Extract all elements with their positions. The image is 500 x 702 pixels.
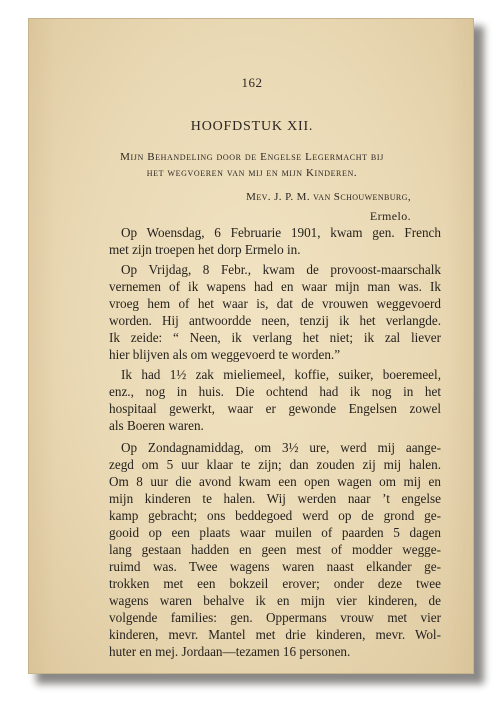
body-line: enz., nog in huis. Die ochtend had ik nog in het <box>109 384 441 399</box>
body-line: mijn kinderen te halen. Wij werden naar ’t engelse <box>109 491 441 506</box>
chapter-title: HOOFDSTUK XII. <box>190 119 314 134</box>
body-line: zegd om 5 uur klaar te zijn; dan zouden zij mij halen. <box>109 457 441 472</box>
body-line: worden. Hij antwoordde neen, tenzij ik het verlangde. <box>109 313 441 328</box>
body-line: wagens waren behalve ik en mijn vier kinderen, de <box>109 593 441 608</box>
body-line: lang gestaan hadden en geen mest of modder wegge- <box>109 542 441 557</box>
chapter-subtitle-line-1: Mijn Behandeling door de Engelse Legermacht bij <box>120 151 384 163</box>
book-page <box>28 18 474 674</box>
body-line: gooid op een plaats waar muilen of paarden 5 dagen <box>109 525 441 540</box>
author-name: Mev. J. P. M. van Schouwenburg, <box>246 191 411 203</box>
body-line: vroeg hem of het waar is, dat de vrouwen weggevoerd <box>109 296 441 311</box>
body-line: hospitaal gewerkt, waar er gewonde Engelsen zowel <box>109 401 441 416</box>
body-line: als Boeren waren. <box>109 418 204 433</box>
body-line: huter en mej. Jordaan—tezamen 16 personen. <box>109 644 351 659</box>
body-line: kinderen, mevr. Mantel met drie kinderen, mevr. Wol- <box>109 627 441 642</box>
body-line: Ik had 1½ zak mieliemeel, koffie, suiker, boeremeel, <box>121 367 441 382</box>
body-line: volgende families: gen. Oppermans vrouw met vier <box>109 610 441 625</box>
chapter-subtitle-line-2: het wegvoeren van mij en mijn Kinderen. <box>146 167 358 179</box>
body-line: Op Vrijdag, 8 Febr., kwam de provoost-maarschalk <box>121 262 441 277</box>
author-place: Ermelo. <box>369 209 411 223</box>
body-line: trokken met een bokzeil erover; onder deze twee <box>109 576 441 591</box>
body-line: Ik zeide: “ Neen, ik verlang het niet; ik zal liever <box>109 330 441 345</box>
body-line: met zijn troepen het dorp Ermelo in. <box>109 242 301 257</box>
body-line: ruimd was. Twee wagens waren naast elkander ge- <box>109 559 441 574</box>
body-line: hier blijven als om weggevoerd te worden.” <box>109 347 341 362</box>
body-line: kamp gebracht; ons beddegoed werd op de grond ge- <box>109 508 441 523</box>
body-line: Op Zondagnamiddag, om 3½ ure, werd mij aange- <box>121 440 441 455</box>
body-line: vernemen of ik wapens had en waar mijn man was. Ik <box>109 279 441 294</box>
page-number: 162 <box>241 75 263 90</box>
body-line: Op Woensdag, 6 Februarie 1901, kwam gen. French <box>121 225 441 240</box>
body-line: Om 8 uur die avond kwam een open wagen om mij en <box>109 474 441 489</box>
